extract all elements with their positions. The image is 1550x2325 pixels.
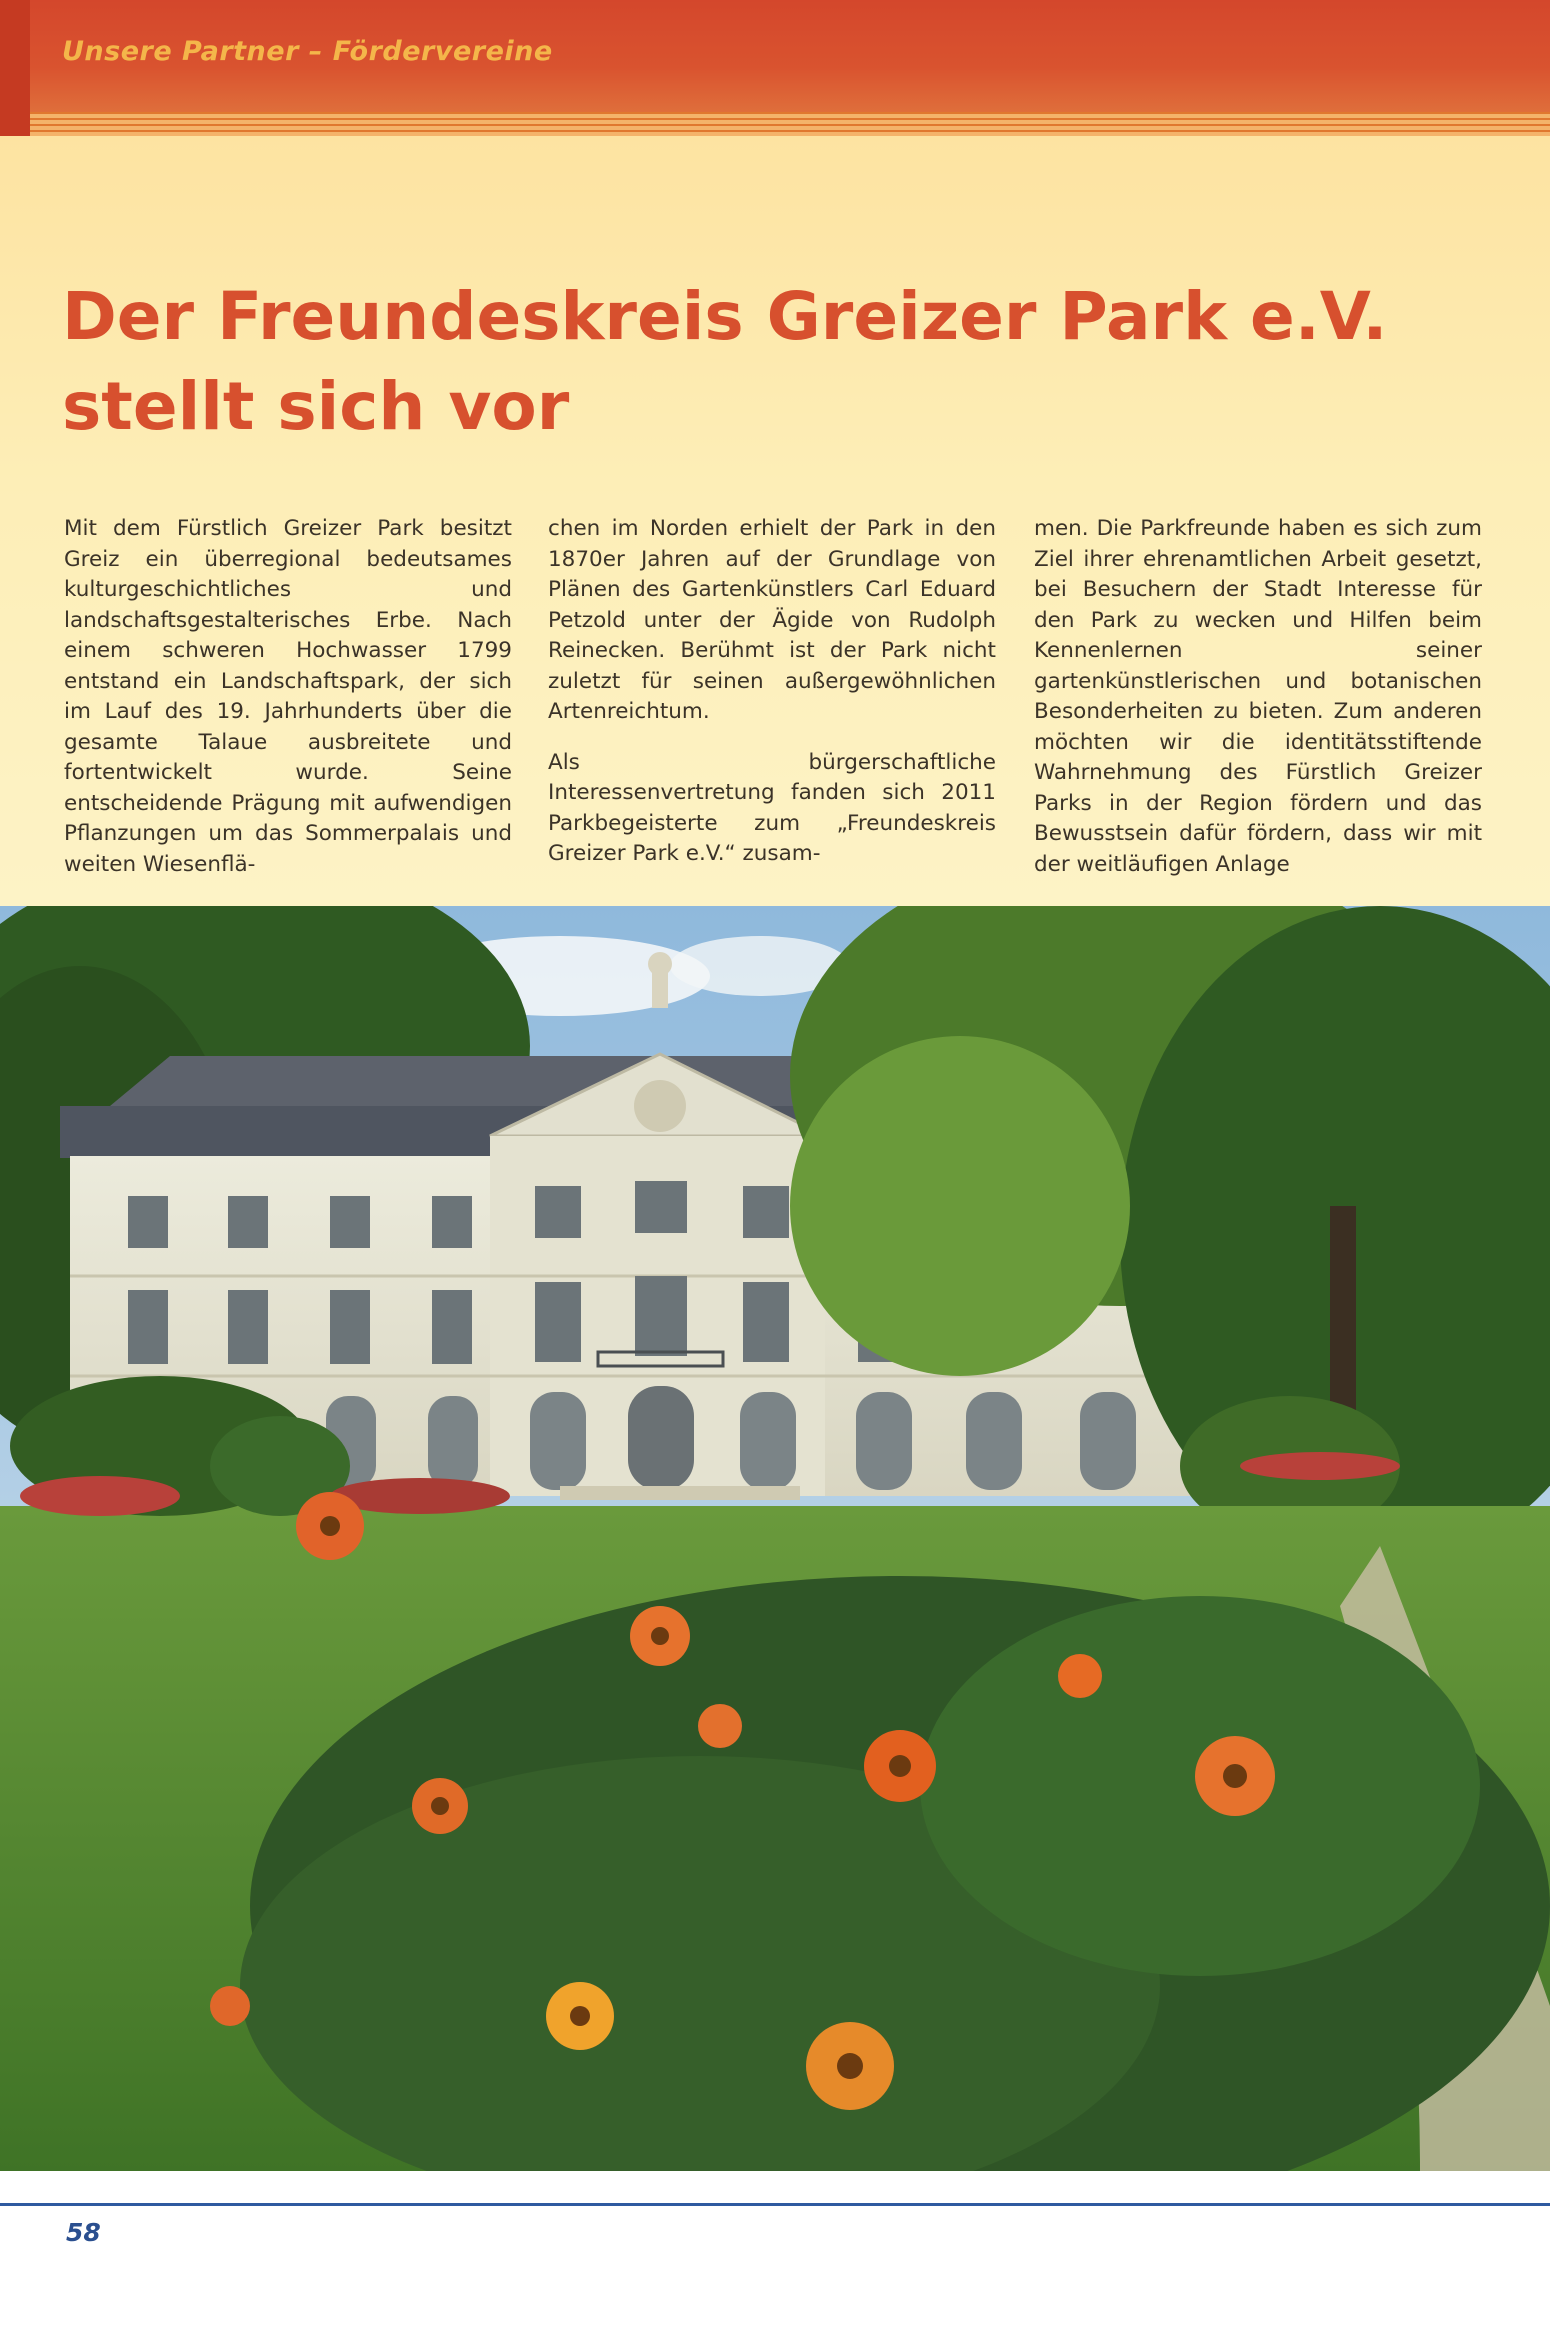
page-number: 58 [66, 2218, 101, 2247]
header-left-tab [0, 0, 30, 136]
column-3-text: men. Die Parkfreunde haben es sich zum Ziel ihrer ehrenamtlichen Arbeit gesetzt, bei Besuchern der Stadt Interesse für den Park zu wecken und Hilfen beim Kennenlernen seiner gartenkünstlerischen und botanischen Besonderheiten zu bieten. Zum anderen möchten wir die identitätsstiftende Wahrnehmung des Fürstlich Greizer Parks in der Region fördern und das Bewusstsein dafür fördern, dass wir mit der weitläufigen Anlage [1034, 516, 1482, 877]
article-column-3 [1034, 514, 1482, 900]
article-column-1 [64, 514, 512, 900]
column-2-paragraph-1: chen im Norden erhielt der Park in den 1870er Jahren auf der Grundlage von Plänen des Gartenkünstlers Carl Eduard Petzold unter der Ägide von Rudolph Reinecken. Berühmt ist der Park nicht zuletzt für seinen außergewöhnlichen Artenreichtum. [548, 516, 996, 724]
section-label: Unsere Partner – Fördervereine [62, 36, 553, 67]
headline-line-2: stellt sich vor [62, 368, 570, 445]
headline-line-1: Der Freundeskreis Greizer Park e.V. [62, 278, 1388, 355]
column-2-paragraph-2: Als bürgerschaftliche Interessenvertretung fanden sich 2011 Parkbegeisterte zum „Freundeskreis Greizer Park e.V.“ zusam- [548, 749, 996, 866]
column-1-text: Mit dem Fürstlich Greizer Park besitzt Greiz ein überregional bedeutsames kulturgeschichtliches und landschaftsgestalterisches Erbe. Nach einem schweren Hochwasser 1799 entstand ein Landschaftspark, der sich im Lauf des 19. Jahrhunderts über die gesamte Talaue ausbreitete und fortentwickelt wurde. Seine entscheidende Prägung mit aufwendigen Pflanzungen um das Sommerpalais und weiten Wiesenflä- [64, 516, 512, 877]
header-stripes [30, 112, 1550, 136]
article-column-2 [548, 514, 996, 890]
sommerpalais-photo [0, 906, 1550, 2171]
article-headline [62, 272, 1482, 452]
footer-rule [0, 2203, 1550, 2206]
